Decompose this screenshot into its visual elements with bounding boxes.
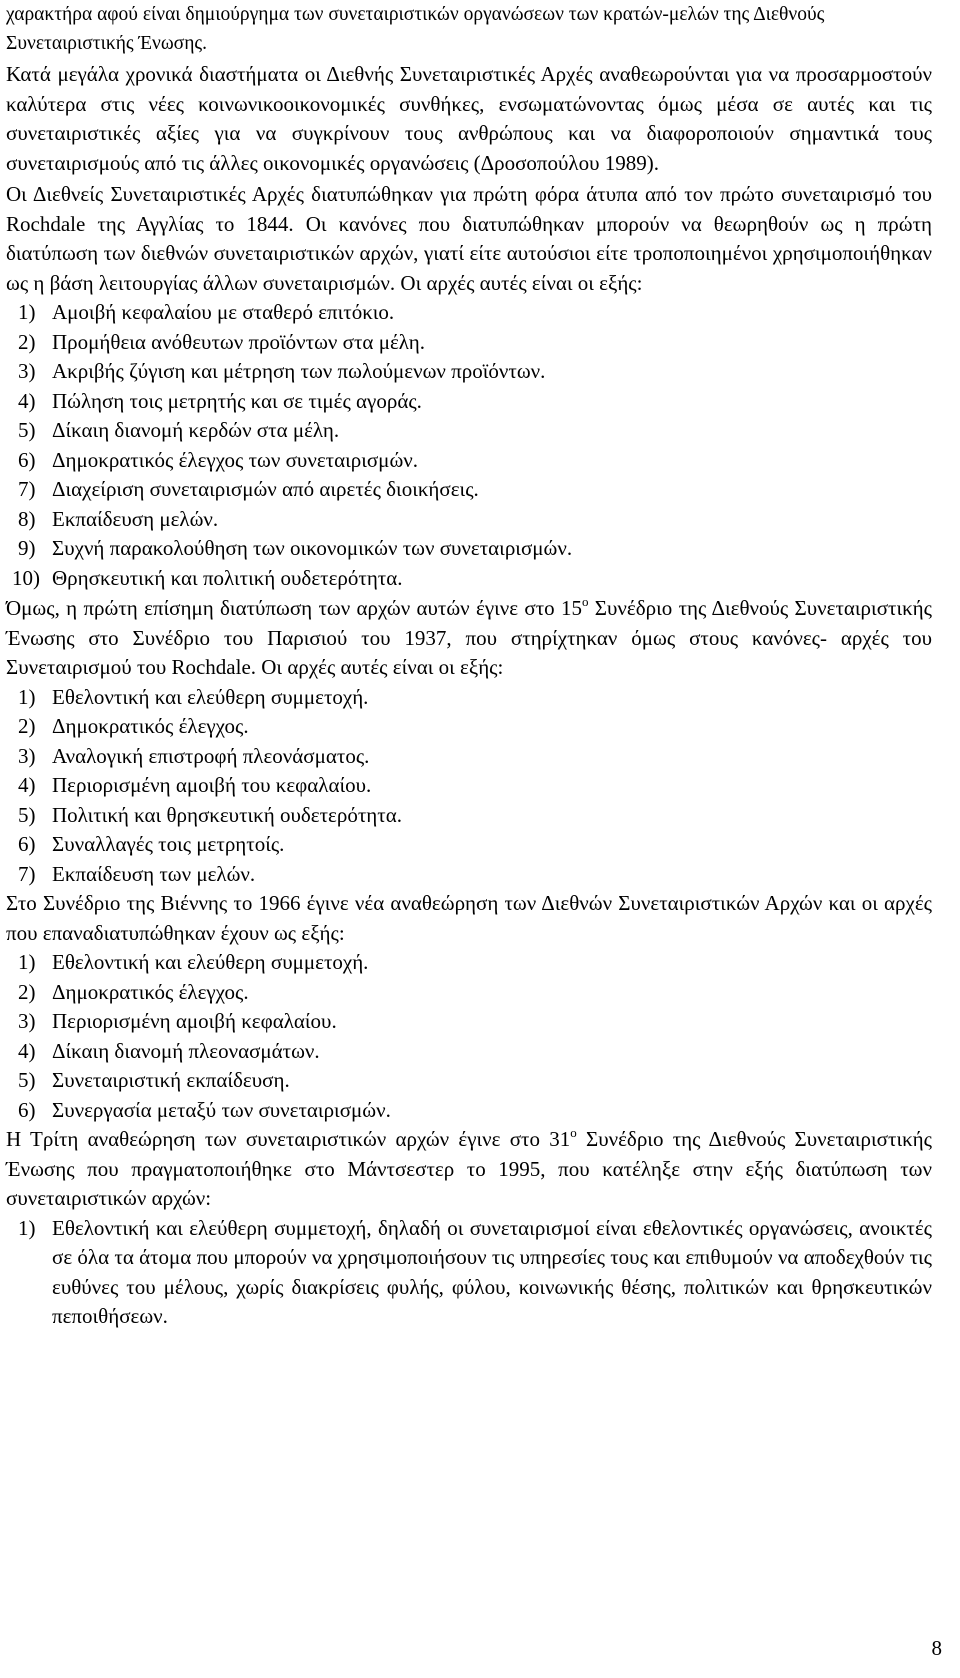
ordinal-superscript: ο [570,1125,577,1140]
list-item [6,742,932,772]
congress-1995-text-b: Συνέδριο της Διεθνούς Συνεταιριστικής Ένωσης που πραγματοποιήθηκε στο Μάντσεστερ το 1995, που κατέληξε στην εξής διατύπωση των συνεταιριστικών αρχών: [6,1127,932,1210]
list-item [6,446,932,476]
list-item-text: Συναλλαγές τοις μετρητοίς. [52,832,285,856]
list-item-text: Δίκαιη διανομή πλεονασμάτων. [52,1038,320,1063]
list-item-text: Ακριβής ζύγιση και μέτρηση των πωλούμενων προϊόντων. [52,359,546,383]
congress-1937-principles-list [6,683,932,890]
list-item-number: 3) [18,359,36,383]
list-item [6,712,932,742]
list-item [6,771,932,801]
revision-paragraph: Κατά μεγάλα χρονικά διαστήματα οι Διεθνής Συνεταιριστικές Αρχές αναθεωρούνται για να προσαρμοστούν καλύτερα στις νέες κοινωνικοοικονομικές συνθήκες, ενσωματώνοντας όμως μέσα σε αυτές και τις συνεταιριστικές αξίες για να συγκρίνουν τους ανθρώπους και να διαφοροποιούν σημαντικά τους συνεταιρισμούς από τις άλλες οικονομικές οργανώσεις (Δροσοπούλου 1989). [6,62,932,175]
list-item-text: Εκπαίδευση των μελών. [52,861,256,886]
list-item-text: Συχνή παρακολούθηση των οικονομικών των συνεταιρισμών. [52,536,573,560]
list-item-number: 9) [18,536,36,560]
list-item-number: 3) [18,1009,36,1033]
list-item-number: 10) [12,565,40,590]
congress-1995-text-a: Η Τρίτη αναθεώρηση των συνεταιριστικών αρχών έγινε στο 31 [6,1127,571,1151]
list-item [6,1037,932,1067]
list-item [6,475,932,505]
list-item-text: Περιορισμένη αμοιβή του κεφαλαίου. [52,773,372,797]
list-item-text: Περιορισμένη αμοιβή κεφαλαίου. [52,1009,337,1033]
congress-1966-principles-list [6,948,932,1125]
list-item-number: 7) [18,477,36,501]
list-item-number: 2) [18,714,36,738]
list-item-number: 1) [18,684,36,709]
congress-1995-paragraph [6,1125,932,1214]
list-item [6,564,932,594]
list-item [6,1214,932,1332]
list-item [6,328,932,358]
list-item-number: 4) [18,388,36,413]
list-item [6,534,932,564]
page-number: 8 [931,1636,942,1660]
list-item-number: 6) [18,447,36,472]
list-item-number: 1) [18,1215,36,1240]
list-item-number: 5) [18,1068,36,1092]
list-item-number: 3) [18,743,36,768]
congress-1966-paragraph: Στο Συνέδριο της Βιέννης το 1966 έγινε νέα αναθεώρηση των Διεθνών Συνεταιριστικών Αρχών και οι αρχές που επαναδιατυπώθηκαν έχουν ως εξής: [6,891,932,945]
list-item-text: Δίκαιη διανομή κερδών στα μέλη. [52,418,340,442]
list-item [6,1066,932,1096]
rochdale-principles-list [6,298,932,593]
list-item [6,357,932,387]
list-item-number: 7) [18,861,36,886]
list-item-number: 5) [18,418,36,442]
document-page [6,0,932,1332]
list-item-number: 8) [18,506,36,531]
list-item-text: Εθελοντική και ελεύθερη συμμετοχή. [52,950,369,974]
list-item-text: Δημοκρατικός έλεγχος. [52,979,249,1004]
list-item-number: 2) [18,979,36,1004]
list-item-text: Πώληση τοις μετρητής και σε τιμές αγοράς. [52,388,422,413]
list-item-text: Πολιτική και θρησκευτική ουδετερότητα. [52,802,402,827]
congress-1995-principles-list [6,1214,932,1332]
list-item [6,416,932,446]
list-item-number: 2) [18,329,36,354]
list-item-number: 1) [18,950,36,974]
list-item [6,387,932,417]
list-item [6,978,932,1008]
congress-1937-text-a: Όμως, η πρώτη επίσημη διατύπωση των αρχών αυτών έγινε στο 15 [6,596,582,620]
ordinal-superscript: ο [581,594,589,609]
list-item-text: Διαχείριση συνεταιρισμών από αιρετές διοικήσεις. [52,477,479,501]
list-item-number: 1) [18,300,36,324]
rochdale-paragraph: Οι Διεθνείς Συνεταιριστικές Αρχές διατυπώθηκαν για πρώτη φόρα άτυπα από τον πρώτο συνεταιρισμό του Rochdale της Αγγλίας το 1844. Οι κανόνες που διατυπώθηκαν μπορούν να θεωρηθούν ως η πρώτη διατύπωση των διεθνών συνεταιριστικών αρχών, γιατί είτε αυτούσιοι είτε τροποποιημένοι χρησιμοποιήθηκαν ως η βάση λειτουργίας άλλων συνεταιρισμών. Οι αρχές αυτές είναι οι εξής: [6,182,932,295]
list-item [6,801,932,831]
list-item-text: Αμοιβή κεφαλαίου με σταθερό επιτόκιο. [52,300,395,324]
list-item-number: 4) [18,773,36,797]
list-item [6,1007,932,1037]
list-item-text: Δημοκρατικός έλεγχος. [52,714,249,738]
list-item-text: Συνεργασία μεταξύ των συνεταιρισμών. [52,1097,391,1122]
list-item-text: Αναλογική επιστροφή πλεονάσματος. [52,743,370,768]
list-item-text: Προμήθεια ανόθευτων προϊόντων στα μέλη. [52,329,425,354]
list-item-number: 6) [18,1097,36,1122]
list-item [6,1096,932,1126]
list-item-text: Συνεταιριστική εκπαίδευση. [52,1068,290,1092]
list-item [6,683,932,713]
list-item [6,830,932,860]
list-item-number: 5) [18,802,36,827]
list-item [6,298,932,328]
list-item-text: Εθελοντική και ελεύθερη συμμετοχή, δηλαδή οι συνεταιρισμοί είναι εθελοντικές οργανώσεις, ανοικτές σε όλα τα άτομα που μπορούν να χρησιμοποιήσουν τις υπηρεσίες τους και επιθυμούν να αποδεχθούν τις ευθύνες του μέλους, χωρίς διακρίσεις φυλής, φύλου, κοινωνικής θέσης, πολιτικών και θρησκευτικών πεποιθήσεων. [52,1215,932,1328]
list-item-number: 6) [18,832,36,856]
list-item-text: Δημοκρατικός έλεγχος των συνεταιρισμών. [52,447,419,472]
list-item-text: Εκπαίδευση μελών. [52,506,219,531]
list-item-number: 4) [18,1038,36,1063]
list-item-text: Θρησκευτική και πολιτική ουδετερότητα. [52,565,403,590]
list-item [6,948,932,978]
list-item-text: Εθελοντική και ελεύθερη συμμετοχή. [52,684,369,709]
congress-1937-text-b: Συνέδριο της Διεθνούς Συνεταιριστικής Ένωσης στο Συνέδριο του Παρισιού του 1937, που στηρίχτηκαν όμως στους κανόνες- αρχές του Συνεταιρισμού του Rochdale. Οι αρχές αυτές είναι οι εξής: [6,596,932,679]
list-item [6,505,932,535]
intro-paragraph-end: χαρακτήρα αφού είναι δημιούργημα των συνεταιριστικών οργανώσεων των κρατών-μελών της Διεθνούς Συνεταιριστικής Ένωσης. [6,4,825,54]
congress-1937-paragraph [6,594,932,683]
list-item [6,860,932,890]
